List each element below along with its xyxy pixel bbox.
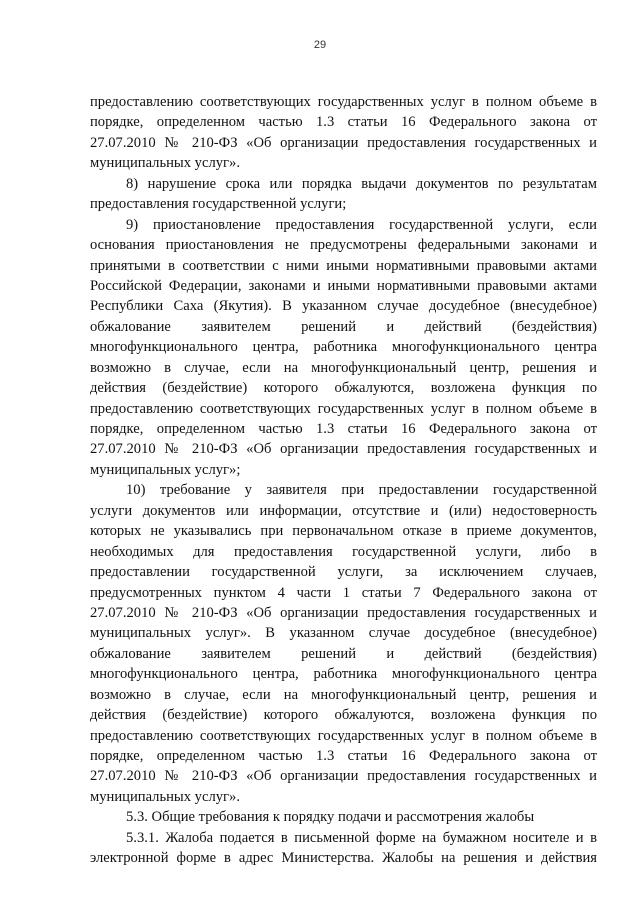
text-line: порядке, определенном частью 1.3 статьи 16 Федерального закона от xyxy=(90,114,597,131)
text-line: муниципальных услуг»; xyxy=(90,461,241,478)
text-line: предоставлению соответствующих государственных услуг в полном объеме в xyxy=(90,727,597,744)
text-line: 27.07.2010 № 210-ФЗ «Об организации предоставления государственных и xyxy=(90,604,597,621)
text-line: действия (бездействие) которого обжалуются, возложена функция по xyxy=(90,380,597,397)
text-line: 5.3.1. Жалоба подается в письменной форме на бумажном носителе и в xyxy=(126,829,597,846)
text-line: 27.07.2010 № 210-ФЗ «Об организации предоставления государственных и xyxy=(90,768,597,785)
text-line: предоставлению соответствующих государственных услуг в полном объеме в xyxy=(90,94,597,110)
text-line: основания приостановления не предусмотрены федеральными законами и xyxy=(90,237,597,254)
text-line: 27.07.2010 № 210-ФЗ «Об организации предоставления государственных и xyxy=(90,441,597,458)
text-line: многофункционального центра, работника многофункционального центра xyxy=(90,666,597,683)
text-line: электронной форме в адрес Министерства. Жалобы на решения и действия xyxy=(90,850,597,867)
page-number: 29 xyxy=(313,39,327,51)
text-line: предусмотренных пунктом 4 части 1 статьи 7 Федерального закона от xyxy=(90,584,597,601)
text-line: принятыми в соответствии с ними иными нормативными правовыми актами xyxy=(90,257,597,274)
text-line: 8) нарушение срока или порядка выдачи документов по результатам xyxy=(126,175,597,192)
text-line: Республики Саха (Якутия). В указанном случае досудебное (внесудебное) xyxy=(90,298,597,315)
text-line: муниципальных услуг». xyxy=(90,155,240,172)
text-line: Российской Федерации, законами и иными нормативными правовыми актами xyxy=(90,277,597,294)
text-line: муниципальных услуг». В указанном случае досудебное (внесудебное) xyxy=(90,625,597,642)
text-line: услуги документов или информации, отсутствие и (или) недостоверность xyxy=(90,502,597,519)
text-line: возможно в случае, если на многофункциональный центр, решения и xyxy=(90,686,597,703)
text-line: предоставлении государственной услуги, за исключением случаев, xyxy=(90,564,597,581)
text-line: необходимых для предоставления государственной услуги, либо в xyxy=(90,543,597,560)
text-line: 9) приостановление предоставления государственной услуги, если xyxy=(126,216,597,233)
text-line: порядке, определенном частью 1.3 статьи 16 Федерального закона от xyxy=(90,748,597,764)
text-line: предоставления государственной услуги; xyxy=(90,196,347,213)
text-line: муниципальных услуг». xyxy=(90,788,240,805)
text-line: возможно в случае, если на многофункциональный центр, решения и xyxy=(90,359,597,376)
text-line: 5.3. Общие требования к порядку подачи и рассмотрения жалобы xyxy=(126,809,535,826)
text-line: обжалование заявителем решений и действий (бездействия) xyxy=(90,318,597,335)
text-line: 27.07.2010 № 210-ФЗ «Об организации предоставления государственных и xyxy=(90,134,597,151)
document-body xyxy=(90,92,597,869)
text-line: 10) требование у заявителя при предоставлении государственной xyxy=(126,482,597,499)
text-line: которых не указывались при первоначальном отказе в приеме документов, xyxy=(90,523,597,540)
text-line: предоставлению соответствующих государственных услуг в полном объеме в xyxy=(90,400,597,417)
text-line: многофункционального центра, работника многофункционального центра xyxy=(90,339,597,356)
text-line: порядке, определенном частью 1.3 статьи 16 Федерального закона от xyxy=(90,421,597,437)
text-line: действия (бездействие) которого обжалуются, возложена функция по xyxy=(90,707,597,724)
text-line: обжалование заявителем решений и действий (бездействия) xyxy=(90,645,597,662)
